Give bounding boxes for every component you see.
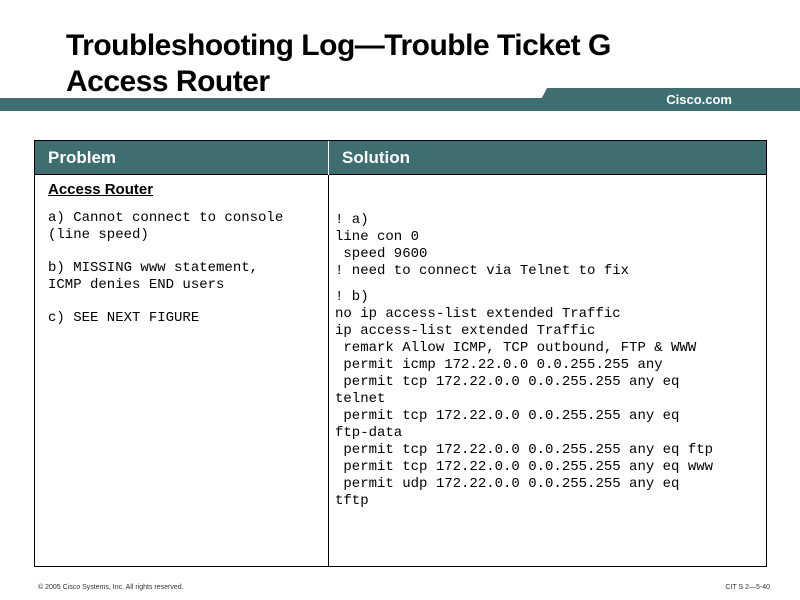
header-problem: Problem [48,148,117,167]
problem-heading: Access Router [48,181,154,198]
troubleshooting-table [34,140,767,567]
solution-block-b: ! b) no ip access-list extended Traffic ip access-list extended Traffic remark Allow ICMP, TCP outbound, FTP & WWW permit icmp 172.22.0.0 0.0.255.255 any permit tcp 172.22.0.0 0.0.255.255 any eq telnet permit tcp 172.22.0.0 0.0.255.255 any eq ftp-data permit tcp 172.22.0.0 0.0.255.255 any eq ftp permit tcp 172.22.0.0 0.0.255.255 any eq www permit udp 172.22.0.0 0.0.255.255 any eq tftp [335,289,714,509]
slide-title-line-1: Troubleshooting Log—Trouble Ticket G [66,29,611,62]
problem-item-a: a) Cannot connect to console (line speed) [48,210,284,243]
table-header [35,141,766,175]
problem-column [48,181,323,343]
solution-column [335,212,765,510]
problem-item-b: b) MISSING www statement, ICMP denies END users [48,260,259,293]
footer-copyright: © 2005 Cisco Systems, Inc. All rights reserved. [38,584,184,591]
problem-item-c: c) SEE NEXT FIGURE [48,310,200,326]
header-column-divider [328,141,329,175]
column-divider [328,141,329,566]
footer-slide-number: CIT S 2—5-40 [725,584,770,591]
slide-title-line-2: Access Router [66,65,270,98]
solution-block-a: ! a) line con 0 speed 9600 ! need to connect via Telnet to fix [335,212,630,279]
header-solution: Solution [342,148,410,167]
brand-logo-text: Cisco.com [666,92,732,107]
